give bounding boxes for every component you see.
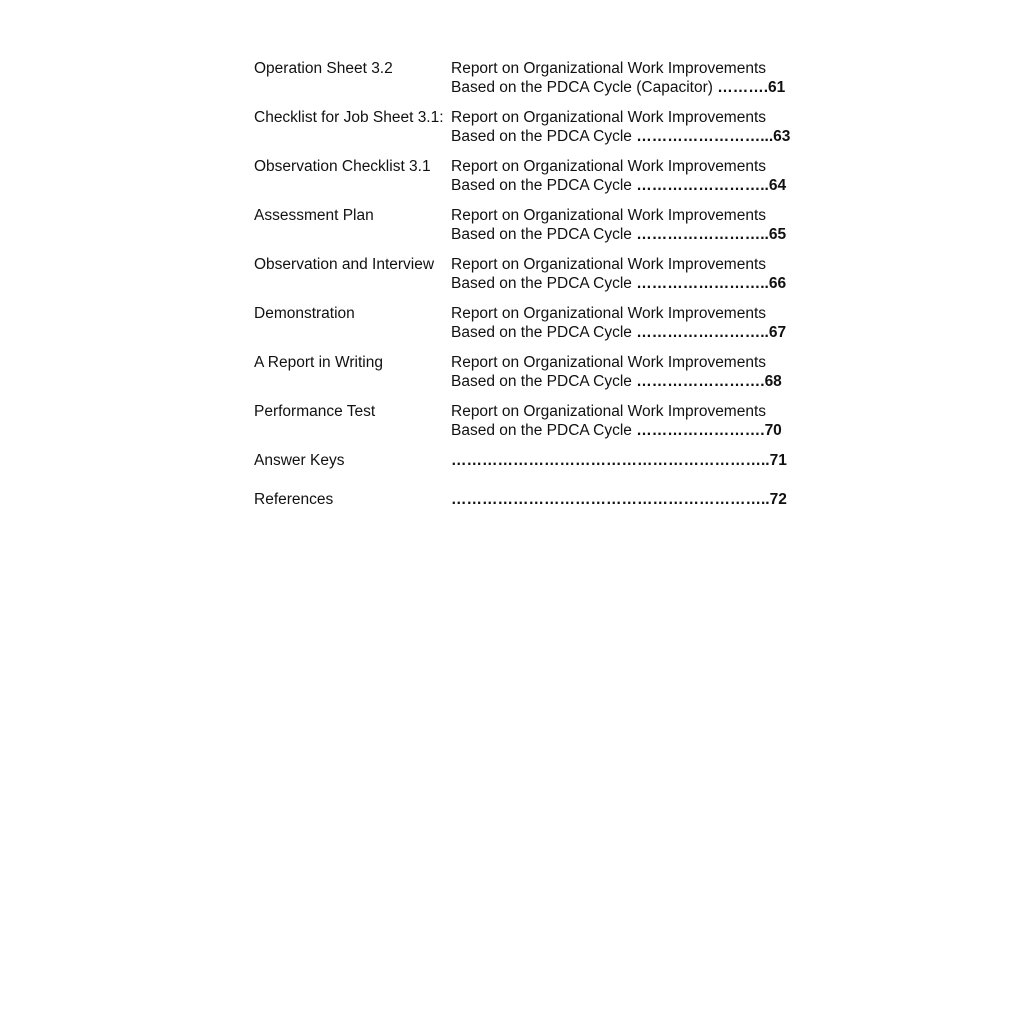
toc-entry-title-line2: Based on the PDCA Cycle: [451, 324, 637, 341]
toc-entry-title-line2: Based on the PDCA Cycle: [451, 373, 637, 390]
toc-entry-observation-and-interview[interactable]: [254, 255, 814, 293]
toc-entry-leader: ……………………..: [636, 275, 769, 292]
toc-entry-title-line2: Based on the PDCA Cycle: [451, 226, 637, 243]
toc-entry-title-line1: Report on Organizational Work Improvements: [451, 60, 767, 77]
toc-entry-title: [451, 108, 814, 146]
toc-entry-title-line2-wrap: [451, 176, 814, 195]
toc-entry-leader: ……………………..: [636, 226, 769, 243]
toc-entry-title-line2: Based on the PDCA Cycle (Capacitor): [451, 79, 718, 96]
toc-entry-label: Checklist for Job Sheet 3.1:: [254, 109, 444, 126]
toc-entry-leader-wrap: [451, 490, 814, 509]
toc-entry-label: Observation Checklist 3.1: [254, 158, 431, 175]
toc-entry-title-line2: Based on the PDCA Cycle: [451, 275, 637, 292]
toc-entry-page-number: 71: [769, 452, 787, 469]
toc-entry-assessment-plan[interactable]: [254, 206, 814, 244]
toc-entry-title-line1: Report on Organizational Work Improvements: [451, 158, 767, 175]
toc-entry-operation-sheet-3-2[interactable]: [254, 59, 814, 97]
toc-entry-leader: ……………………………………………………..: [451, 491, 770, 508]
toc-entry-page-number: 65: [768, 226, 787, 243]
toc-entry-checklist-job-sheet-3-1[interactable]: [254, 108, 814, 146]
toc-entry-label: Answer Keys: [254, 452, 345, 469]
toc-entry-title-line2-wrap: [451, 225, 814, 244]
toc-entry-page-number: 67: [768, 324, 787, 341]
toc-entry-page-number: 63: [773, 128, 791, 145]
toc-entry-title: [451, 206, 814, 244]
toc-entry-leader: ……………………..: [636, 324, 769, 341]
toc-entry-title-line1: Report on Organizational Work Improvements: [451, 256, 767, 273]
toc-entry-references[interactable]: [254, 490, 814, 509]
toc-entry-leader-wrap: [451, 451, 814, 470]
table-of-contents: [254, 59, 814, 529]
toc-entry-page-number: 64: [768, 177, 787, 194]
toc-entry-title-line2: Based on the PDCA Cycle: [451, 177, 637, 194]
toc-entry-performance-test[interactable]: [254, 402, 814, 440]
toc-entry-label: Operation Sheet 3.2: [254, 60, 393, 77]
toc-entry-title-line2: Based on the PDCA Cycle: [451, 128, 637, 145]
toc-entry-page-number: 70: [764, 422, 782, 439]
toc-entry-label: References: [254, 491, 334, 508]
toc-entry-leader: ……………………..: [636, 177, 769, 194]
toc-entry-title: [451, 157, 814, 195]
toc-entry-title: [451, 59, 814, 97]
toc-entry-label: Observation and Interview: [254, 256, 435, 273]
toc-entry-page-number: 66: [768, 275, 787, 292]
toc-entry-title-line1: Report on Organizational Work Improvements: [451, 109, 767, 126]
toc-entry-leader: ……………………………………………………..: [451, 452, 770, 469]
toc-entry-label: Demonstration: [254, 305, 355, 322]
toc-entry-page-number: 61: [768, 79, 786, 96]
toc-entry-demonstration[interactable]: [254, 304, 814, 342]
toc-entry-answer-keys[interactable]: [254, 451, 814, 470]
toc-entry-label: Assessment Plan: [254, 207, 374, 224]
toc-entry-title-line2-wrap: [451, 78, 814, 97]
toc-entry-title-line1: Report on Organizational Work Improvements: [451, 403, 767, 420]
toc-entry-leader: …………………….: [636, 373, 765, 390]
toc-entry-title-line2: Based on the PDCA Cycle: [451, 422, 637, 439]
toc-entry-title-line1: Report on Organizational Work Improvements: [451, 207, 767, 224]
toc-entry-title: [451, 353, 814, 391]
toc-entry-leader: …………………….: [636, 422, 765, 439]
toc-entry-page-number: 68: [764, 373, 782, 390]
toc-entry-label: A Report in Writing: [254, 354, 383, 371]
toc-entry-report-in-writing[interactable]: [254, 353, 814, 391]
toc-entry-page-number: 72: [769, 491, 787, 508]
toc-entry-label: Performance Test: [254, 403, 376, 420]
toc-entry-title-line2-wrap: [451, 127, 814, 146]
toc-entry-title: [451, 304, 814, 342]
toc-entry-leader: ……………………...: [636, 128, 774, 145]
toc-entry-title-line2-wrap: [451, 323, 814, 342]
toc-entry-title-line2-wrap: [451, 372, 814, 391]
toc-entry-observation-checklist-3-1[interactable]: [254, 157, 814, 195]
toc-entry-title-line1: Report on Organizational Work Improvements: [451, 354, 767, 371]
toc-entry-title-line1: Report on Organizational Work Improvements: [451, 305, 767, 322]
toc-entry-title: [451, 402, 814, 440]
toc-entry-title-line2-wrap: [451, 274, 814, 293]
toc-entry-leader: ……….: [717, 79, 769, 96]
toc-entry-title: [451, 255, 814, 293]
toc-entry-title-line2-wrap: [451, 421, 814, 440]
